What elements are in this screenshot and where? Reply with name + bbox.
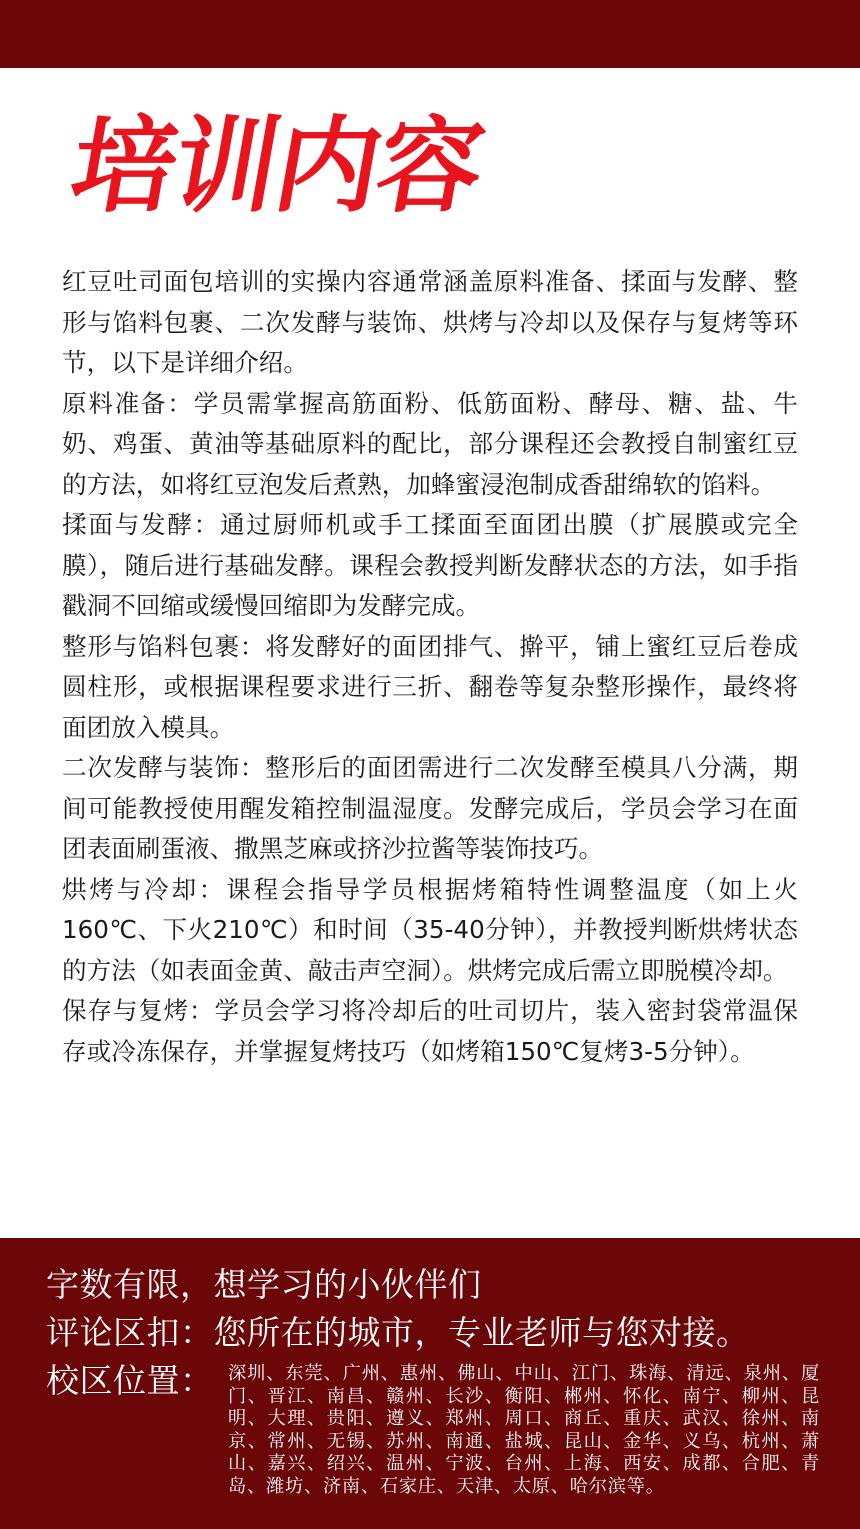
page-title: 培训内容 xyxy=(61,105,492,227)
section-baking: 烘烤与冷却：课程会指导学员根据烤箱特性调整温度（如上火160℃、下火210℃）和时间（35-40分钟），并教授判断烘烤状态的方法（如表面金黄、敲击声空洞）。烘烤完成后需立即脱模冷却。 xyxy=(62,874,798,985)
section-second-proof: 二次发酵与装饰：整形后的面团需进行二次发酵至模具八分满，期间可能教授使用醒发箱控制温湿度。发酵完成后，学员会学习在面团表面刷蛋液、撒黑芝麻或挤沙拉酱等装饰技巧。 xyxy=(62,753,798,863)
training-content xyxy=(62,262,798,1072)
section-storage: 保存与复烤：学员会学习将冷却后的吐司切片，装入密封袋常温保存或冷冻保存，并掌握复烤技巧（如烤箱150℃复烤3-5分钟）。 xyxy=(62,996,798,1066)
footer-promo-line2: 评论区扣：您所在的城市，专业老师与您对接。 xyxy=(46,1313,750,1352)
section-kneading: 揉面与发酵：通过厨师机或手工揉面至面团出膜（扩展膜或完全膜），随后进行基础发酵。课程会教授判断发酵状态的方法，如手指戳洞不回缩或缓慢回缩即为发酵完成。 xyxy=(62,510,798,620)
section-shaping: 整形与馅料包裹：将发酵好的面团排气、擀平，铺上蜜红豆后卷成圆柱形，或根据课程要求进行三折、翻卷等复杂整形操作，最终将面团放入模具。 xyxy=(62,631,798,742)
campus-city-list: 深圳、东莞、广州、惠州、佛山、中山、江门、珠海、清远、泉州、厦门、晋江、南昌、赣州、长沙、衡阳、郴州、怀化、南宁、柳州、昆明、大理、贵阳、遵义、郑州、周口、商丘、重庆、武汉、徐州、南京、常州、无锡、苏州、南通、盐城、昆山、金华、义乌、杭州、萧山、嘉兴、绍兴、温州、宁波、台州、上海、西安、成都、合肥、青岛、潍坊、济南、石家庄、天津、太原、哈尔滨等。 xyxy=(228,1363,820,1497)
intro-paragraph: 红豆吐司面包培训的实操内容通常涵盖原料准备、揉面与发酵、整形与馅料包裹、二次发酵与装饰、烘烤与冷却以及保存与复烤等环节，以下是详细介绍。 xyxy=(62,267,798,377)
top-banner xyxy=(0,0,860,68)
footer-banner xyxy=(0,1238,860,1529)
section-ingredients: 原料准备：学员需掌握高筋面粉、低筋面粉、酵母、糖、盐、牛奶、鸡蛋、黄油等基础原料的配比，部分课程还会教授自制蜜红豆的方法，如将红豆泡发后煮熟，加蜂蜜浸泡制成香甜绵软的馅料。 xyxy=(62,388,798,499)
footer-promo-line1: 字数有限，想学习的小伙伴们 xyxy=(46,1265,482,1304)
campus-label: 校区位置： xyxy=(46,1361,214,1400)
